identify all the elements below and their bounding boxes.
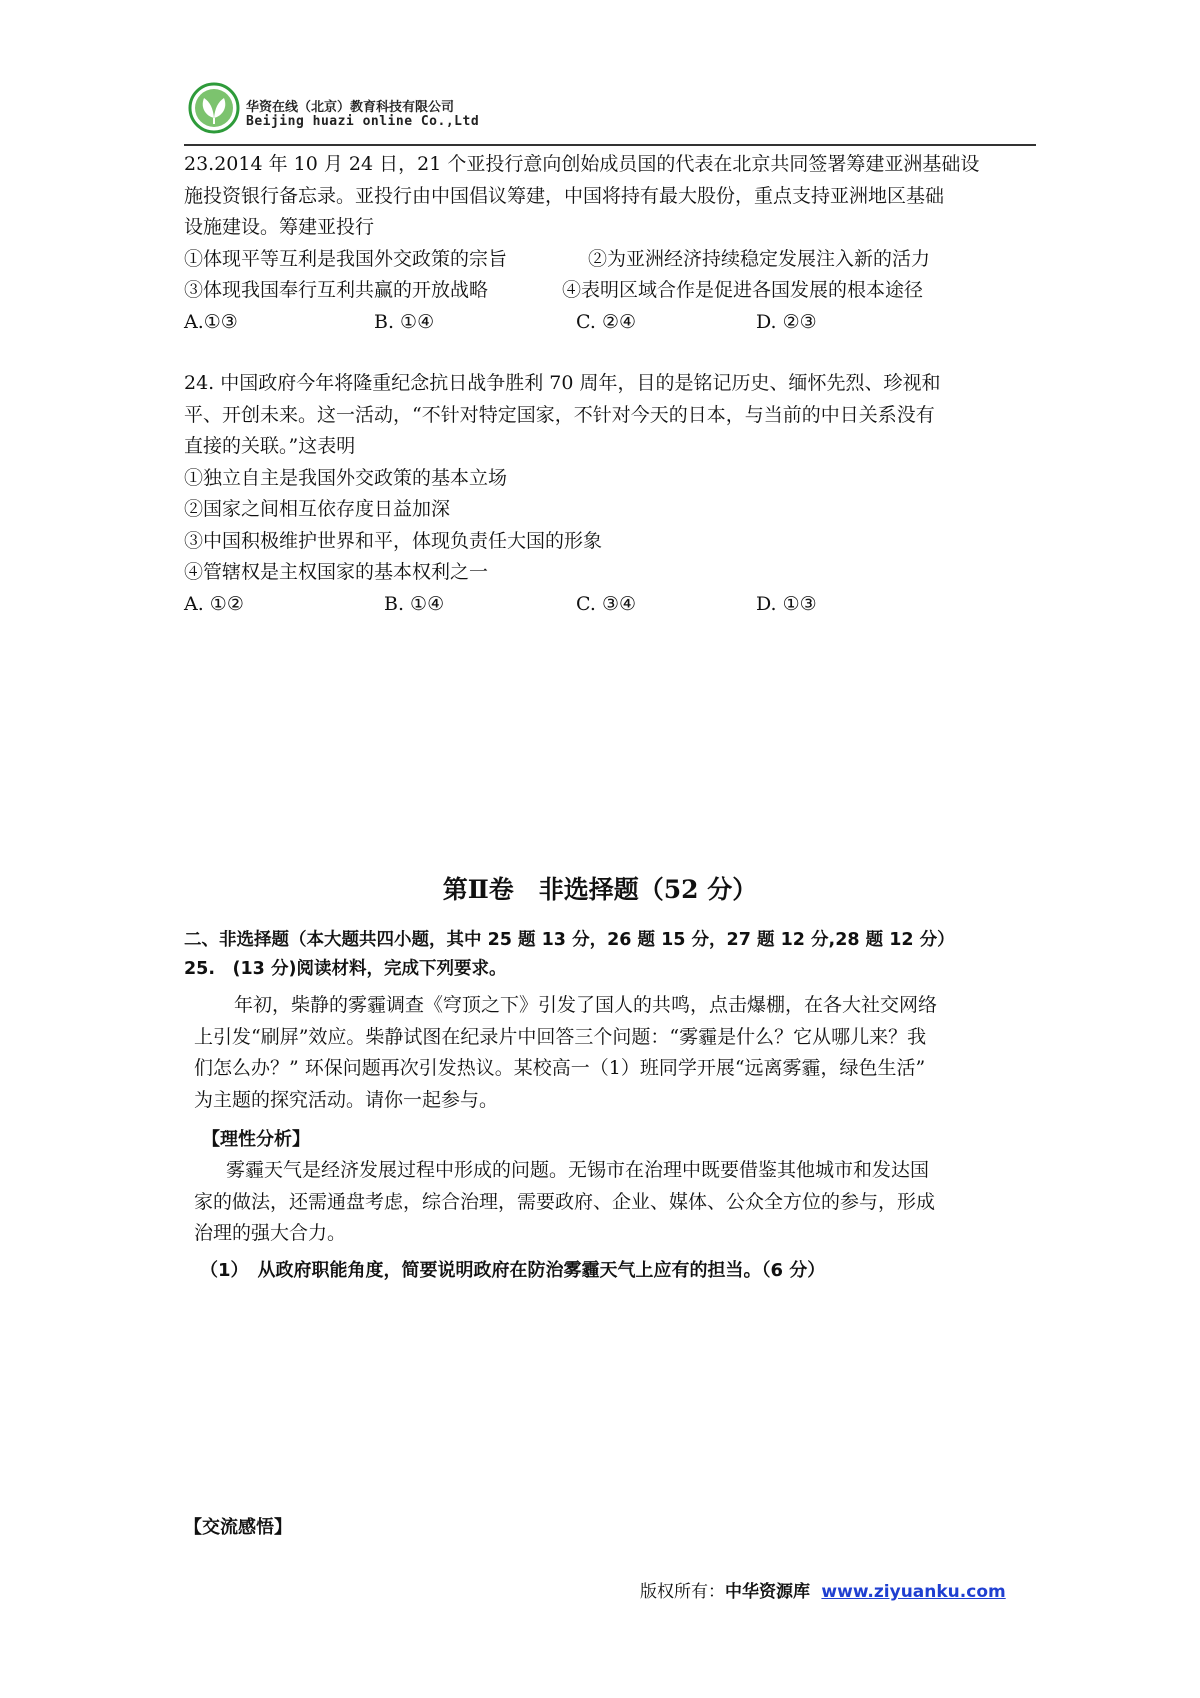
statement-4: ④表明区域合作是促进各国发展的根本途径 — [562, 279, 924, 301]
footer — [640, 1577, 1006, 1602]
company-logo — [188, 82, 240, 134]
sub-question-1: （1） 从政府职能角度，简要说明政府在防治雾霾天气上应有的担当。（6 分） — [200, 1260, 826, 1281]
passage-line-2: 上引发“刷屏”效应。柴静试图在纪录片中回答三个问题：“雾霾是什么？它从哪儿来？我 — [194, 1025, 927, 1048]
question-24-options — [184, 589, 1034, 621]
question-24 — [184, 368, 1034, 620]
statement-1: ①独立自主是我国外交政策的基本立场 — [184, 466, 508, 489]
statement-3: ③体现我国奉行互利共赢的开放战略 — [184, 279, 489, 301]
analysis-line-2: 家的做法，还需通盘考虑，综合治理，需要政府、企业、媒体、公众全方位的参与，形成 — [194, 1190, 936, 1213]
copyright-label: 版权所有： — [640, 1582, 725, 1602]
company-name-en: Beijing huazi online Co.,Ltd — [246, 114, 480, 129]
analysis-line-1: 雾霾天气是经济发展过程中形成的问题。无锡市在治理中既要借鉴其他城市和发达国 — [226, 1159, 930, 1181]
header — [188, 82, 1028, 144]
question-23 — [184, 149, 1034, 338]
exchange-heading: 【交流感悟】 — [184, 1517, 292, 1538]
option-a: A. ①② — [184, 592, 244, 615]
option-d: D. ①③ — [756, 592, 817, 615]
option-b: B. ①④ — [374, 310, 435, 333]
statement-2: ②为亚洲经济持续稳定发展注入新的活力 — [588, 247, 931, 270]
part2-title: 第Ⅱ卷 非选择题（52 分） — [442, 875, 758, 904]
site-link[interactable]: www.ziyuanku.com — [821, 1582, 1006, 1602]
question-23-statements-row-2 — [184, 275, 1034, 307]
option-d: D. ②③ — [756, 310, 817, 333]
passage — [194, 990, 1034, 1116]
question-23-statements-row-1 — [184, 244, 1034, 276]
option-a: A.①③ — [184, 310, 238, 333]
passage-line-3: 们怎么办？” 环保问题再次引发热议。某校高一（1）班同学开展“远离雾霾，绿色生活” — [194, 1057, 926, 1079]
section-heading: 二、非选择题（本大题共四小题，其中 25 题 13 分，26 题 15 分，27 题 12 分,28 题 12 分） — [184, 930, 955, 950]
question-23-line-1: 23.2014 年 10 月 24 日，21 个亚投行意向创始成员国的代表在北京共同签署筹建亚洲基础设 — [184, 153, 980, 175]
passage-line-4: 为主题的探究活动。请你一起参与。 — [194, 1088, 499, 1111]
company-name-cn: 华资在线（北京）教育科技有限公司 — [246, 100, 455, 115]
question-23-line-2: 施投资银行备忘录。亚投行由中国倡议筹建，中国将持有最大股份，重点支持亚洲地区基础 — [184, 184, 945, 207]
question-24-line-1: 24. 中国政府今年将隆重纪念抗日战争胜利 70 周年，目的是铭记历史、缅怀先烈、珍视和 — [184, 372, 941, 394]
question-24-line-2: 平、开创未来。这一活动，“不针对特定国家，不针对今天的日本，与当前的中日关系没有 — [184, 403, 935, 426]
option-b: B. ①④ — [384, 592, 445, 615]
question-24-line-3: 直接的关联。”这表明 — [184, 435, 356, 457]
brand-name: 中华资源库 — [725, 1582, 810, 1602]
statement-4: ④管辖权是主权国家的基本权利之一 — [184, 561, 489, 583]
analysis-text — [194, 1155, 1034, 1250]
header-rule — [184, 144, 1036, 146]
question-23-line-3: 设施建设。筹建亚投行 — [184, 216, 375, 238]
statement-1: ①体现平等互利是我国外交政策的宗旨 — [184, 247, 508, 270]
analysis-heading: 【理性分析】 — [202, 1129, 310, 1150]
question-23-options — [184, 307, 1034, 339]
option-c: C. ②④ — [576, 310, 637, 333]
question-25-heading: 25. (13 分)阅读材料，完成下列要求。 — [184, 959, 507, 979]
statement-3: ③中国积极维护世界和平，体现负责任大国的形象 — [184, 529, 603, 552]
option-c: C. ③④ — [576, 592, 637, 615]
passage-line-1: 年初，柴静的雾霾调查《穹顶之下》引发了国人的共鸣，点击爆棚，在各大社交网络 — [234, 994, 938, 1016]
analysis-line-3: 治理的强大合力。 — [194, 1222, 347, 1244]
statement-2: ②国家之间相互依存度日益加深 — [184, 498, 451, 520]
